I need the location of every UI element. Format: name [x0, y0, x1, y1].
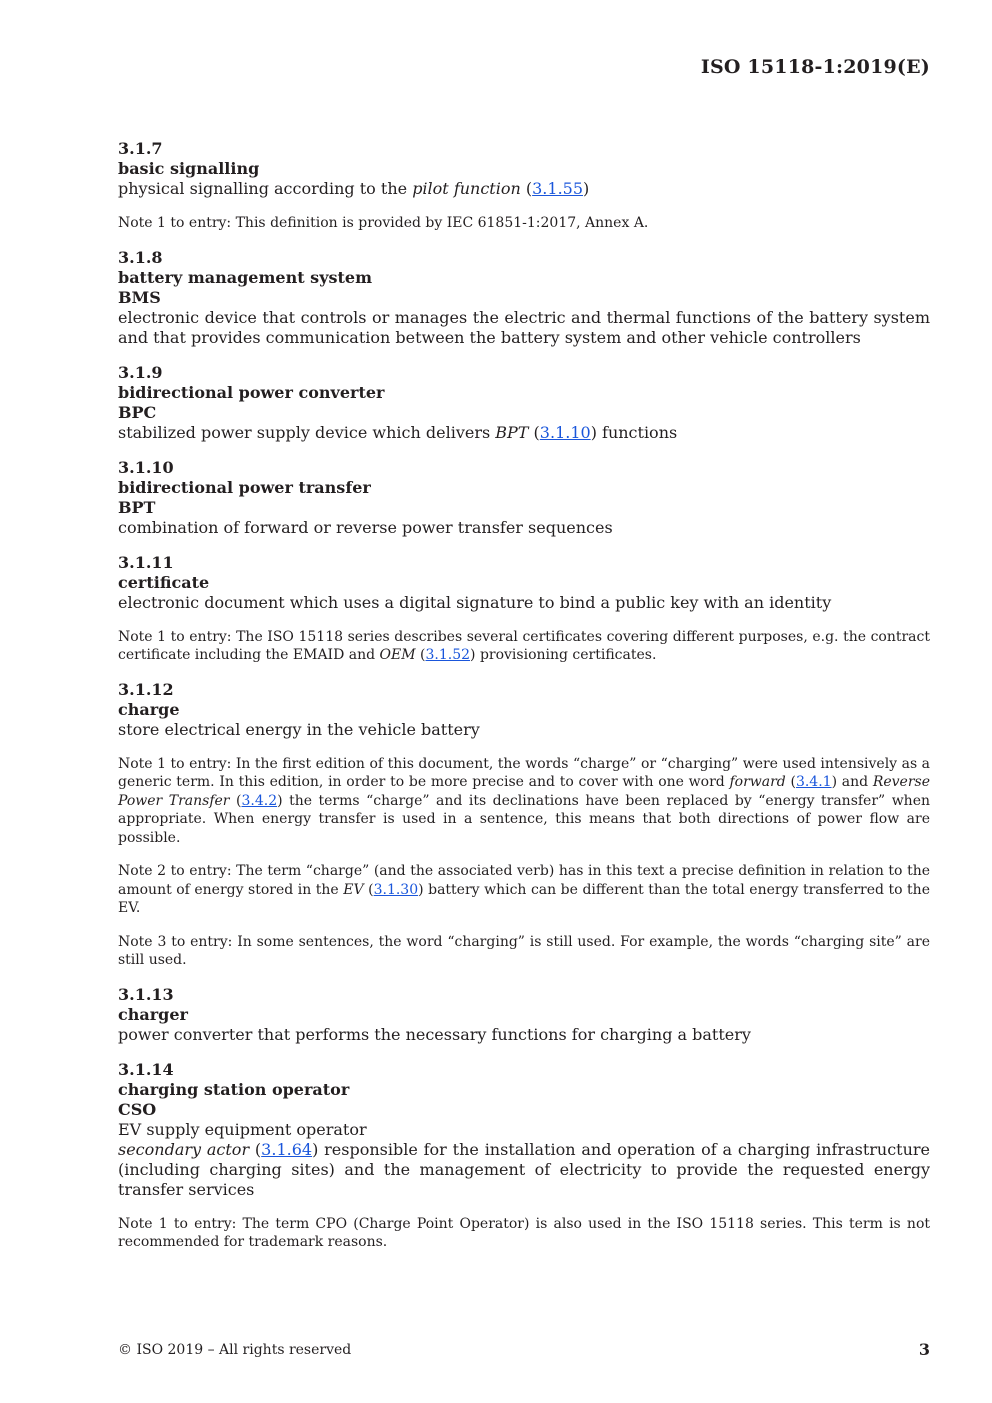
note-italic: Reverse Power Transfer [118, 774, 930, 809]
note-text-end: ) provisioning certificates. [470, 647, 657, 663]
copyright-notice: © ISO 2019 – All rights reserved [118, 1342, 352, 1358]
entry-number: 3.1.14 [118, 1059, 174, 1079]
entry-note: Note 1 to entry: This definition is provided by IEC 61851-1:2017, Annex A. [118, 215, 649, 231]
entry-abbreviation: BPC [118, 402, 157, 422]
page-number: 3 [918, 1340, 930, 1359]
paren-open: ( [528, 422, 540, 442]
note-italic: EV [343, 881, 364, 898]
note-text: Note 1 to entry: The ISO 15118 series describes several certificates covering different purposes, e.g. the contract certificate including the EMAID and [118, 628, 930, 663]
terms-list [118, 139, 930, 1252]
entry-term: charge [118, 699, 180, 719]
definition-text: physical signalling according to the [118, 179, 413, 198]
cross-reference-link[interactable]: 3.1.52 [425, 647, 471, 663]
entry-definition [118, 1140, 930, 1200]
entry-admitted-term: EV supply equipment operator [118, 1119, 367, 1139]
definition-italic: secondary actor [118, 1139, 250, 1159]
paren-open: ( [229, 792, 242, 809]
entry-3-1-14 [118, 1060, 930, 1252]
entry-term: certificate [118, 572, 210, 592]
cross-reference-link[interactable]: 3.1.30 [373, 881, 419, 898]
entry-term: basic signalling [118, 159, 260, 178]
entry-3-1-10 [118, 458, 930, 538]
entry-definition: power converter that performs the necessary functions for charging a battery [118, 1024, 751, 1044]
entry-number: 3.1.12 [118, 679, 174, 699]
entry-3-1-7 [118, 139, 930, 233]
entry-number: 3.1.13 [118, 984, 174, 1004]
definition-text: ) responsible for the installation and operation of a charging infrastructure (including charging sites) and the management of electricity to provide the requested energy transfer services [118, 1139, 931, 1199]
definition-italic: pilot function [412, 179, 521, 198]
paren-open: ( [785, 774, 796, 790]
entry-3-1-12 [118, 680, 930, 970]
entry-number: 3.1.10 [118, 457, 174, 477]
entry-3-1-9 [118, 363, 930, 443]
entry-number: 3.1.9 [118, 362, 163, 382]
definition-text-end: ) functions [590, 422, 678, 442]
entry-definition: store electrical energy in the vehicle battery [118, 719, 480, 739]
entry-note-3: Note 3 to entry: In some sentences, the word “charging” is still used. For example, the words “charging site” are still used. [118, 933, 930, 968]
definition-text: stabilized power supply device which delivers [118, 422, 496, 442]
paren-open: ( [249, 1139, 262, 1159]
note-text: ) battery which can be different than the total energy transferred to the EV. [118, 881, 930, 916]
entry-number: 3.1.7 [118, 139, 163, 158]
entry-abbreviation: CSO [118, 1099, 157, 1119]
cross-reference-link[interactable]: 3.1.55 [532, 179, 584, 198]
entry-3-1-11 [118, 553, 930, 665]
entry-definition: combination of forward or reverse power transfer sequences [118, 517, 613, 537]
paren-open: ( [363, 881, 374, 898]
note-text: Note 2 to entry: The term “charge” (and the associated verb) has in this text a precise definition in relation to the amount of energy stored in the [118, 863, 930, 898]
entry-note [118, 628, 930, 665]
note-text: ) and [831, 774, 873, 790]
cross-reference-link[interactable]: 3.4.2 [241, 792, 278, 809]
entry-number: 3.1.11 [118, 552, 174, 572]
definition-italic: BPT [495, 422, 529, 442]
entry-definition [118, 423, 930, 443]
cross-reference-link[interactable]: 3.1.10 [539, 422, 591, 442]
note-italic: forward [729, 774, 786, 790]
entry-abbreviation: BPT [118, 497, 156, 517]
entry-note-2 [118, 862, 930, 918]
entry-definition: electronic device that controls or manages the electric and thermal functions of the battery system and that provides communication between the battery system and other vehicle controllers [118, 307, 930, 347]
paren-open: ( [415, 647, 426, 663]
paren-close: ) [583, 179, 590, 198]
note-text: ) the terms “charge” and its declinations have been replaced by “energy transfer” when appropriate. When energy transfer is used in a sentence, this means that both directions of power flow are possible. [118, 792, 931, 846]
cross-reference-link[interactable]: 3.4.1 [795, 774, 832, 790]
entry-abbreviation: BMS [118, 287, 161, 307]
entry-term: charger [118, 1004, 188, 1024]
entry-3-1-13 [118, 985, 930, 1045]
entry-number: 3.1.8 [118, 247, 163, 267]
document-code: ISO 15118-1:2019(E) [700, 56, 930, 78]
entry-note: Note 1 to entry: The term CPO (Charge Point Operator) is also used in the ISO 15118 series. This term is not recommended for trademark reasons. [118, 1215, 930, 1250]
entry-3-1-8 [118, 248, 930, 348]
entry-term: charging station operator [118, 1079, 350, 1099]
cross-reference-link[interactable]: 3.1.64 [261, 1139, 313, 1159]
entry-definition: electronic document which uses a digital signature to bind a public key with an identity [118, 592, 832, 612]
entry-term: bidirectional power converter [118, 382, 385, 402]
paren-open: ( [520, 179, 533, 198]
note-italic: OEM [379, 647, 416, 663]
entry-note-1 [118, 755, 930, 848]
entry-term: bidirectional power transfer [118, 477, 371, 497]
entry-definition [118, 179, 930, 199]
note-text: Note 1 to entry: In the first edition of this document, the words “charge” or “charging” were used intensively as a generic term. In this edition, in order to be more precise and to cover with one word [118, 755, 930, 790]
entry-term: battery management system [118, 267, 372, 287]
